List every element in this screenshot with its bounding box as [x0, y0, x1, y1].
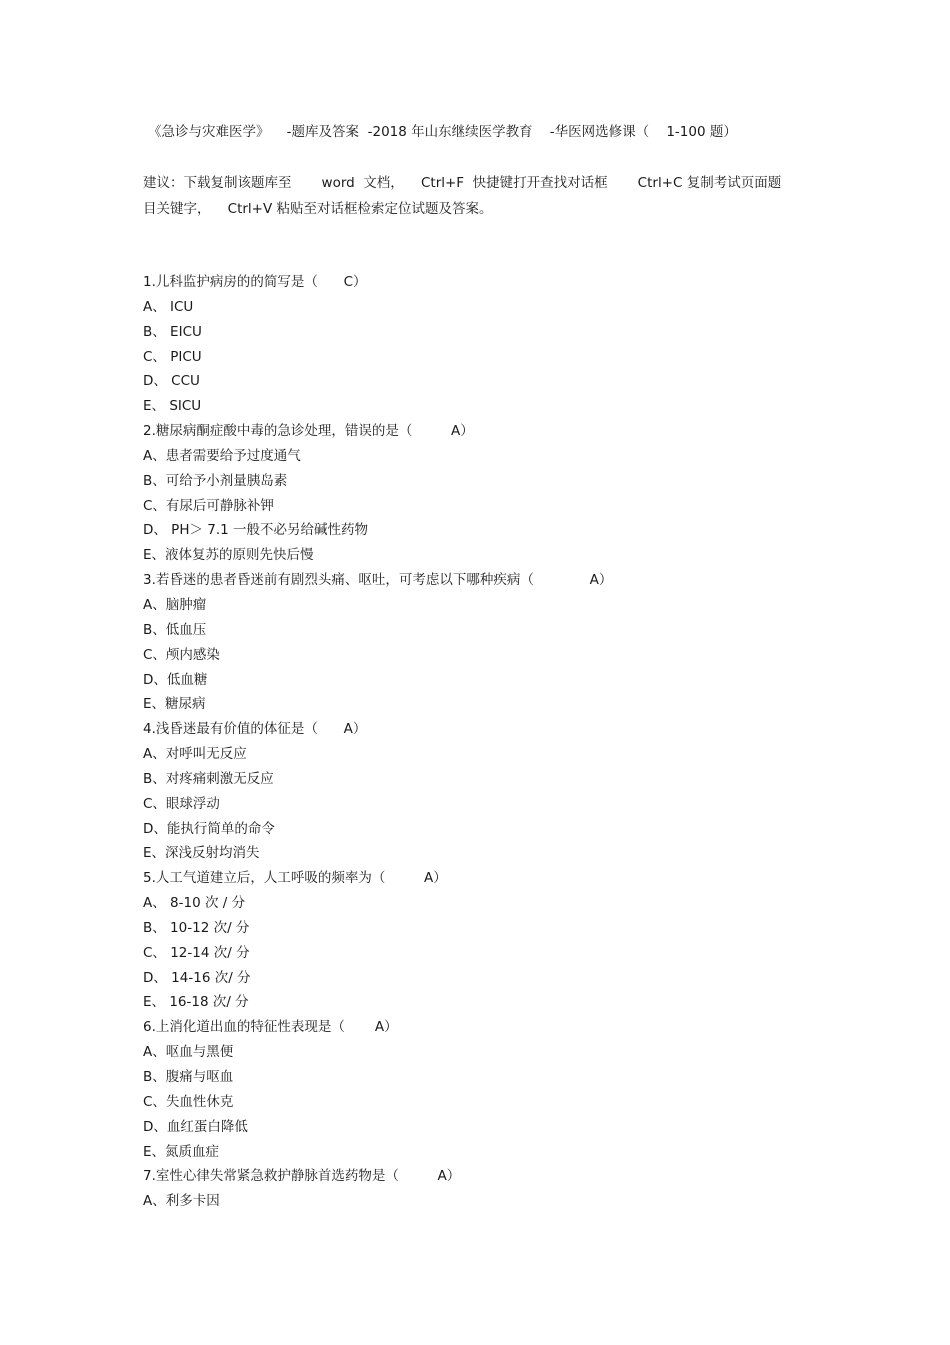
answer-option: C、有尿后可静脉补钾: [143, 497, 274, 514]
answer-option: E、深浅反射均消失: [143, 845, 260, 862]
answer-option: A、患者需要给予过度通气: [143, 447, 301, 464]
answer-option: E、氮质血症: [143, 1143, 220, 1160]
answer-option: D、低血糖: [143, 671, 208, 688]
answer-option: C、眼球浮动: [143, 795, 220, 812]
question-stem: 3.若昏迷的患者昏迷前有剧烈头痛、呕吐，可考虑以下哪种疾病（ A）: [143, 572, 613, 589]
answer-option: E、 SICU: [143, 398, 202, 415]
answer-option: C、颅内感染: [143, 646, 220, 663]
question-stem: 2.糖尿病酮症酸中毒的急诊处理，错误的是（ A）: [143, 423, 474, 440]
answer-option: D、 PH＞ 7.1 一般不必另给碱性药物: [143, 522, 369, 539]
answer-option: B、 EICU: [143, 323, 202, 340]
answer-option: D、血红蛋白降低: [143, 1118, 248, 1135]
answer-option: E、糖尿病: [143, 696, 206, 713]
question-stem: 4.浅昏迷最有价值的体征是（ A）: [143, 721, 367, 738]
answer-option: C、 PICU: [143, 348, 202, 365]
question-list: [143, 270, 843, 1214]
answer-option: B、可给予小剂量胰岛素: [143, 472, 288, 489]
answer-option: A、脑肿瘤: [143, 596, 207, 613]
answer-option: A、对呼叫无反应: [143, 746, 247, 763]
answer-option: D、 CCU: [143, 373, 200, 390]
answer-option: C、失血性休克: [143, 1093, 234, 1110]
answer-option: A、利多卡因: [143, 1193, 220, 1210]
answer-option: C、 12-14 次/ 分: [143, 944, 250, 961]
answer-option: D、能执行简单的命令: [143, 820, 275, 837]
answer-option: B、腹痛与呕血: [143, 1069, 234, 1085]
question-stem: 1.儿科监护病房的的简写是（ C）: [143, 274, 367, 290]
answer-option: B、 10-12 次/ 分: [143, 919, 250, 936]
answer-option: E、液体复苏的原则先快后慢: [143, 547, 314, 564]
usage-advice: 建议：下载复制该题库至 word 文档， Ctrl+F 快捷键打开查找对话框 Ctrl+C 复制考试页面题 目关键字， Ctrl+V 粘贴至对话框检索定位试题及答案。: [143, 175, 782, 217]
answer-option: A、 ICU: [143, 298, 194, 315]
answer-option: A、 8-10 次 / 分: [143, 895, 246, 912]
answer-option: B、低血压: [143, 621, 207, 638]
question-stem: 7.室性心律失常紧急救护静脉首选药物是（ A）: [143, 1168, 461, 1185]
answer-option: E、 16-18 次/ 分: [143, 994, 249, 1011]
question-stem: 6.上消化道出血的特征性表现是（ A）: [143, 1019, 398, 1036]
answer-option: B、对疼痛刺激无反应: [143, 770, 274, 787]
question-stem: 5.人工气道建立后，人工呼吸的频率为（ A）: [143, 870, 447, 887]
answer-option: D、 14-16 次/ 分: [143, 969, 251, 986]
document-title: 《急诊与灾难医学》 -题库及答案 -2018 年山东继续医学教育 -华医网选修课（ 1-100 题）: [148, 124, 737, 140]
answer-option: A、呕血与黑便: [143, 1044, 234, 1061]
